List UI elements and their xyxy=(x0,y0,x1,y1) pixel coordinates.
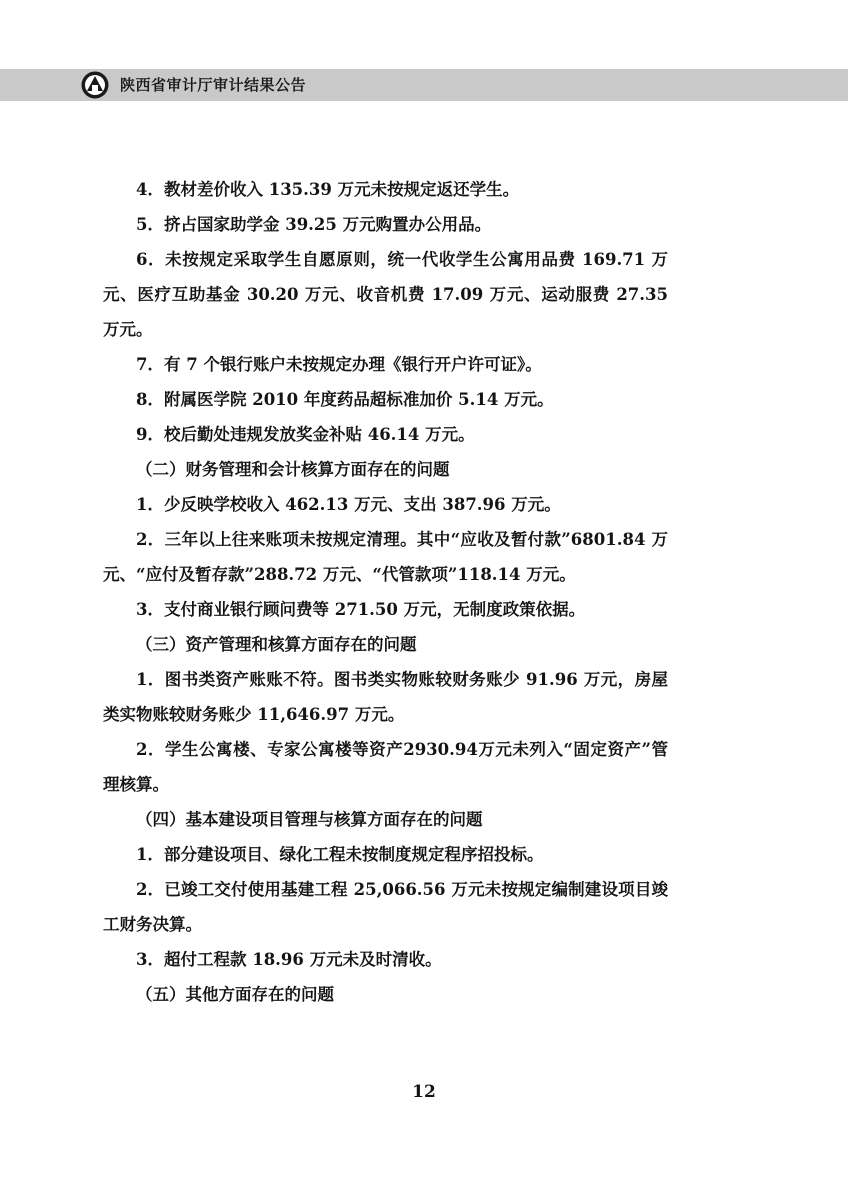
header-title: 陕西省审计厅审计结果公告 xyxy=(120,76,307,94)
paragraph: 6．未按规定采取学生自愿原则，统一代收学生公寓用品费 169.71 万元、医疗互助基金 30.20 万元、收音机费 17.09 万元、运动服费 27.35 万元。 xyxy=(103,250,668,339)
paragraph: 8．附属医学院 2010 年度药品超标准加价 5.14 万元。 xyxy=(136,390,554,409)
paragraph: 2．已竣工交付使用基建工程 25,066.56 万元未按规定编制建设项目竣工财务决算。 xyxy=(103,880,668,934)
paragraph: 3．超付工程款 18.96 万元未及时清收。 xyxy=(136,950,442,969)
paragraph: 7．有 7 个银行账户未按规定办理《银行开户许可证》。 xyxy=(136,355,542,374)
paragraph: 2．学生公寓楼、专家公寓楼等资产2930.94万元未列入“固定资产”管理核算。 xyxy=(103,740,668,794)
section-heading: （二）财务管理和会计核算方面存在的问题 xyxy=(136,460,450,479)
paragraph: 5．挤占国家助学金 39.25 万元购置办公用品。 xyxy=(136,215,492,234)
paragraph: 9．校后勤处违规发放奖金补贴 46.14 万元。 xyxy=(136,425,475,444)
section-heading: （五）其他方面存在的问题 xyxy=(136,985,334,1004)
paragraph: 3．支付商业银行顾问费等 271.50 万元，无制度政策依据。 xyxy=(136,600,586,619)
audit-emblem-icon xyxy=(80,70,110,100)
paragraph: 1．少反映学校收入 462.13 万元、支出 387.96 万元。 xyxy=(136,495,561,514)
paragraph: 1．图书类资产账账不符。图书类实物账较财务账少 91.96 万元，房屋类实物账较财务账少 11,646.97 万元。 xyxy=(103,670,668,724)
section-heading: （三）资产管理和核算方面存在的问题 xyxy=(136,635,417,654)
paragraph: 1．部分建设项目、绿化工程未按制度规定程序招投标。 xyxy=(136,845,544,864)
document-body xyxy=(103,172,668,1012)
paragraph: 4．教材差价收入 135.39 万元未按规定返还学生。 xyxy=(136,180,520,199)
paragraph: 2．三年以上往来账项未按规定清理。其中“应收及暂付款”6801.84 万元、“应付及暂存款”288.72 万元、“代管款项”118.14 万元。 xyxy=(103,530,668,584)
page-number: 12 xyxy=(412,1082,436,1102)
section-heading: （四）基本建设项目管理与核算方面存在的问题 xyxy=(136,810,483,829)
